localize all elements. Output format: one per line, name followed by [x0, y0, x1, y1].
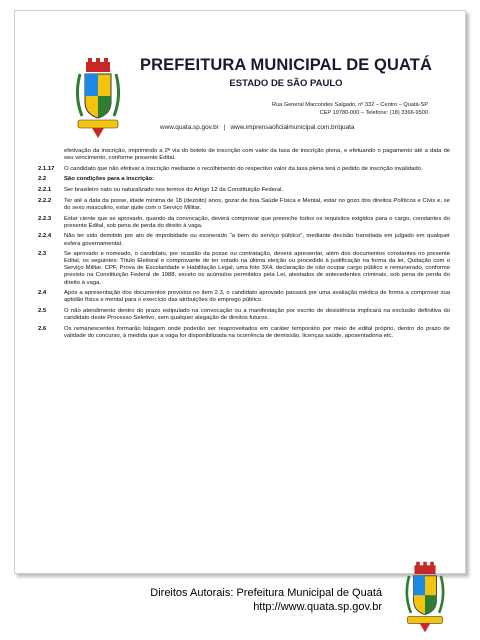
item-number: 2.2.4	[38, 233, 52, 240]
item-number: 2.2.1	[38, 187, 52, 194]
section-item	[38, 216, 450, 230]
copyright-text: Direitos Autorais: Prefeitura Municipal de Quatá	[150, 587, 382, 599]
section-item	[38, 233, 450, 247]
section-item	[38, 251, 450, 286]
website-line	[160, 124, 355, 131]
item-number: 2.2	[38, 176, 47, 183]
item-number: 2.4	[38, 290, 47, 297]
official-site-link[interactable]: www.imprensaoficialmunicipal.com.br/quata	[230, 124, 355, 131]
address-line: Rua General Marcondes Salgado, nº 332 – Centro – Quatá-SP	[272, 102, 428, 108]
item-text: Se aprovado e nomeado, o candidato, por ocasião da posse ou contratação, deverá apresentar, além dos documentos constantes no presente Edital, os seguintes: Título Eleitoral e comprovante de ter votado na última eleição ou procedido à justificação na forma da lei, Quitação com o Serviço Militar, CPF, Prova de Escolaridade e Habilitação Legal, uma foto 3X4, declaração de não ocupar cargo público e remunerado, conforme previsto na Constituição Federal de 1988, exceto os acúmulos permitidos pela Lei, atestados de antecedentes criminais, sob pena de perda do direito à vaga.	[64, 251, 450, 286]
section-item	[38, 326, 450, 340]
coat-of-arms-icon	[72, 56, 124, 140]
item-text: Ser brasileiro nato ou naturalizado nos termos do Artigo 12 da Constituição Federal.	[64, 187, 284, 194]
item-number: 2.3	[38, 251, 47, 258]
coat-of-arms-icon	[402, 560, 448, 634]
section-heading	[38, 176, 450, 183]
item-text: Ter até a data da posse, idade mínima de 18 (dezoito) anos, gozar de boa Saúde Física e Mental, estar no gozo dos direitos Políticos e Civis e, se do sexo masculino, estar quite com o Serviço Militar.	[64, 197, 450, 211]
item-number: 2.2.3	[38, 215, 52, 222]
item-text: Os remanescentes formarão listagem onde poderão ser reaproveitados em caráter temporário por meio de edital próprio, dentro do prazo de validade do concurso, à medida que a vaga for disponibilizada na ocorrência de demissão, licenças saúde, aposentadoria etc.	[64, 325, 450, 339]
item-number: 2.6	[38, 325, 47, 332]
item-number: 2.5	[38, 308, 47, 315]
document-body	[38, 148, 450, 344]
separator: |	[223, 124, 226, 131]
footer-url-link[interactable]: http://www.quata.sp.gov.br	[253, 601, 382, 613]
item-text: São condições para a inscrição:	[64, 176, 155, 183]
section-item	[38, 166, 450, 173]
copyright-footer	[150, 586, 382, 614]
item-text: Após a apresentação dos documentos previstos no item 2.3, o candidato aprovado passará por uma avaliação médica de forma a comprovar sua aptidão física e mental para o exercício das atribuições do emprego público.	[64, 290, 450, 304]
item-text: Não ter sido demitido por ato de improbidade ou exonerado "a bem do serviço público", mediante decisão transitada em julgado em qualquer esfera governamental.	[64, 233, 450, 247]
section-item	[38, 198, 450, 212]
section-item	[38, 308, 450, 322]
continuation-paragraph: efetivação da inscrição, imprimindo a 2ª via do boleto de inscrição com valor da taxa de inscrição plena, e efetuando o pagamento até a data de seu vencimento, conforme presente Edital.	[64, 148, 450, 162]
page-subtitle: ESTADO DE SÃO PAULO	[229, 78, 343, 89]
item-text: O candidato que não efetivar a inscrição mediante o recolhimento do respectivo valor da taxa plena terá o pedido de inscrição invalidado.	[64, 165, 423, 172]
item-number: 2.1.17	[38, 165, 55, 172]
section-item	[38, 290, 450, 304]
cep-phone-line: CEP 19780-000 – Telefone: (18) 3366-9500	[319, 110, 428, 116]
item-number: 2.2.2	[38, 197, 52, 204]
page-title: PREFEITURA MUNICIPAL DE QUATÁ	[140, 56, 432, 74]
website-link[interactable]: www.quata.sp.gov.br	[160, 124, 219, 131]
item-text: O não atendimento dentro do prazo estipulado na convocação ou a manifestação por escrito de desistência implicará na exclusão definitiva do candidato deste Processo Seletivo, sem qualquer alegação de direitos futuros.	[64, 308, 450, 322]
item-text: Estar ciente que se aprovado, quando da convocação, deverá comprovar que preenche todos os requisitos exigidos para o cargo, constantes do presente Edital, sob pena de perda do direito à vaga.	[64, 215, 450, 229]
section-item	[38, 187, 450, 194]
